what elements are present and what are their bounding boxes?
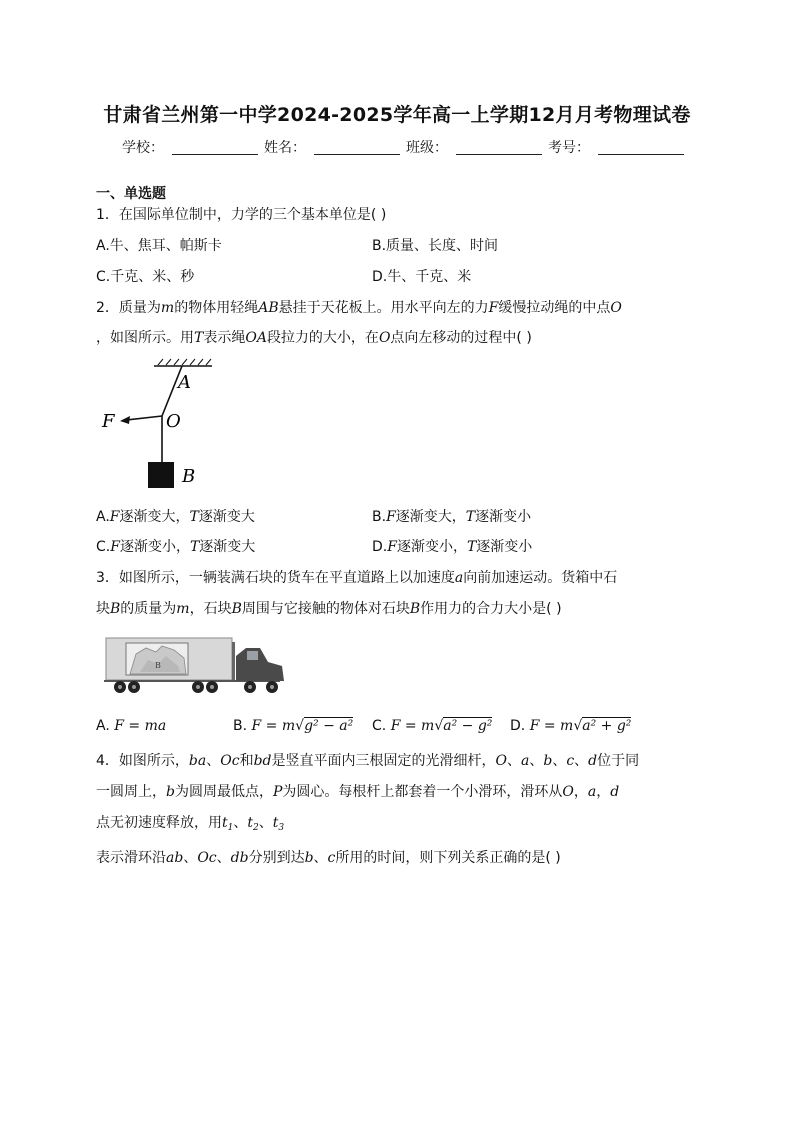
school-blank: [172, 140, 258, 155]
var-p: P: [272, 784, 283, 800]
subscript: 1: [227, 823, 234, 833]
text: 4．如图所示，: [96, 753, 189, 769]
q1-option-b: B.质量、长度、时间: [372, 238, 499, 254]
sqrt-icon: √: [573, 718, 583, 734]
text: 、: [206, 753, 221, 769]
var-b: B: [409, 601, 421, 617]
var-o: O: [562, 784, 574, 800]
sqrt-icon: √: [434, 718, 444, 734]
var-f: F: [386, 509, 396, 525]
school-label: 学校：: [122, 140, 164, 156]
text: 表示滑环沿: [96, 850, 166, 866]
q1-option-d: D.牛、千克、米: [372, 269, 472, 285]
var-ba: ba: [188, 753, 207, 769]
radicand: a² + g²: [582, 718, 632, 734]
var-b: b: [304, 850, 314, 866]
var-ab: AB: [258, 300, 279, 316]
text: 3．如图所示，一辆装满石块的货车在平直道路上以加速度: [96, 570, 455, 586]
truck-cab: [236, 648, 284, 681]
var-d: d: [610, 784, 620, 800]
text: 位于同: [597, 753, 640, 769]
var-t: T: [465, 509, 476, 525]
text: 、: [216, 850, 231, 866]
text: 、: [506, 753, 521, 769]
q2-option-c: [96, 538, 255, 556]
text: 逐渐变小: [475, 509, 532, 525]
text: 分别到达: [248, 850, 305, 866]
q4-stem-line3: [96, 814, 284, 837]
section-heading: 一、单选题: [96, 186, 166, 202]
block-b: [148, 462, 174, 488]
var-t: t: [222, 815, 228, 831]
var-m: m: [160, 300, 175, 316]
q2-option-d: [372, 538, 532, 556]
var-a: a: [587, 784, 597, 800]
text: 缓慢拉动绳的中点: [498, 300, 611, 316]
text: 、: [183, 850, 198, 866]
q3-option-a: [96, 717, 166, 735]
q2-rope-figure: [96, 358, 236, 498]
var-d: d: [588, 753, 598, 769]
student-info-line: [122, 137, 690, 157]
text: 逐渐变小，: [396, 539, 467, 555]
exam-title: 甘肃省兰州第一中学2024-2025学年高一上学期12月月考物理试卷: [103, 104, 691, 126]
text: 逐渐变小: [476, 539, 533, 555]
subscript: 3: [278, 823, 285, 833]
var-f: F: [110, 539, 120, 555]
label-a: A: [178, 372, 191, 393]
text: ，: [573, 784, 588, 800]
text: 、: [574, 753, 589, 769]
var-oc: Oc: [220, 753, 240, 769]
var-t: t: [247, 815, 254, 831]
text: 向前加速运动。货箱中石: [463, 570, 618, 586]
var-a: a: [520, 753, 530, 769]
var-t: T: [189, 509, 199, 525]
q3-option-d: [510, 717, 631, 735]
q1-option-c: C.千克、米、秒: [96, 269, 195, 285]
var-t: t: [272, 815, 279, 831]
force-f-arrow: [126, 416, 162, 420]
var-f: F: [387, 539, 397, 555]
var-t: T: [189, 539, 200, 555]
text: 逐渐变小，: [119, 539, 190, 555]
text: 的物体用轻绳: [174, 300, 259, 316]
var-oa: OA: [245, 330, 267, 346]
text: D.: [510, 718, 530, 734]
number-blank: [598, 140, 684, 155]
exhaust-stack: [232, 642, 235, 680]
var-o: O: [495, 753, 507, 769]
radicand: g² − a²: [304, 718, 354, 734]
class-blank: [456, 140, 542, 155]
text: 悬挂于天花板上。用水平向左的力: [278, 300, 489, 316]
text: C.: [372, 718, 391, 734]
text: C.: [96, 539, 111, 555]
var-ab: ab: [166, 850, 184, 866]
text: 2．质量为: [96, 300, 161, 316]
number-label: 考号：: [548, 140, 590, 156]
ceiling-hatch: [158, 359, 211, 365]
q3-truck-figure: [100, 634, 286, 700]
q4-stem-line2: [96, 783, 619, 801]
formula: F = ma: [114, 718, 167, 734]
q2-stem-line1: [96, 299, 622, 317]
q4-stem-line4: [96, 849, 561, 867]
var-c: c: [327, 850, 336, 866]
q2-option-b: [372, 508, 531, 526]
q2-stem-line2: [96, 329, 532, 347]
text: ，: [596, 784, 611, 800]
var-o: O: [610, 300, 622, 316]
formula: F = m: [390, 718, 435, 734]
text: 逐渐变大，: [395, 509, 466, 525]
class-label: 班级：: [406, 140, 448, 156]
text: 和: [239, 753, 254, 769]
text: B.: [233, 718, 252, 734]
q4-stem-line1: [96, 752, 639, 770]
text: 点向左移动的过程中( ): [390, 330, 532, 346]
name-label: 姓名：: [264, 140, 306, 156]
text: 点无初速度释放，用: [96, 815, 222, 831]
var-o: O: [378, 330, 391, 346]
q3-option-b: [233, 717, 353, 735]
q1-option-a: A.牛、焦耳、帕斯卡: [96, 238, 222, 254]
text: 作用力的合力大小是( ): [420, 601, 562, 617]
var-b: b: [166, 784, 175, 800]
var-db: db: [230, 850, 249, 866]
text: 、: [529, 753, 544, 769]
q3-stem-line2: [96, 600, 562, 618]
text: B.: [372, 509, 387, 525]
text: 、: [233, 815, 248, 831]
text: 的质量为: [120, 601, 177, 617]
text: A.: [96, 718, 115, 734]
text: 段拉力的大小，在: [266, 330, 379, 346]
text: 所用的时间，则下列关系正确的是( ): [335, 850, 561, 866]
var-c: c: [566, 753, 575, 769]
var-t: T: [194, 330, 204, 346]
stone-b-label: B: [155, 661, 161, 670]
var-b: B: [110, 601, 121, 617]
text: 逐渐变大，: [119, 509, 190, 525]
formula: F = m: [529, 718, 574, 734]
var-oc: Oc: [197, 850, 217, 866]
var-b: B: [231, 601, 242, 617]
q2-option-a: [96, 508, 255, 526]
text: 是竖直平面内三根固定的光滑细杆，: [271, 753, 496, 769]
label-b: B: [182, 466, 196, 487]
q3-option-c: [372, 717, 492, 735]
sqrt-icon: √: [295, 718, 305, 734]
text: A.: [96, 509, 110, 525]
text: 、: [258, 815, 273, 831]
text: 周围与它接触的物体对石块: [241, 601, 410, 617]
text: 表示绳: [203, 330, 246, 346]
arrow-head-icon: [120, 416, 130, 424]
text: 逐渐变大: [199, 539, 256, 555]
text: 为圆周最低点，: [174, 784, 273, 800]
var-f: F: [109, 509, 120, 525]
cab-window: [247, 651, 258, 660]
subscript: 2: [253, 823, 259, 833]
radicand: a² − g²: [443, 718, 493, 734]
text: 一圆周上，: [96, 784, 166, 800]
text: D.: [372, 539, 388, 555]
var-m: m: [176, 601, 190, 617]
label-f: F: [102, 411, 115, 432]
q3-stem-line1: [96, 569, 617, 587]
var-a: a: [454, 570, 464, 586]
name-blank: [314, 140, 400, 155]
text: ，如图所示。用: [96, 330, 194, 346]
var-t: T: [466, 539, 477, 555]
text: 块: [96, 601, 110, 617]
label-o: O: [166, 411, 181, 432]
var-f: F: [488, 300, 499, 316]
text: 为圆心。每根杆上都套着一个小滑环，滑环从: [282, 784, 563, 800]
q1-stem: 1．在国际单位制中，力学的三个基本单位是( ): [96, 207, 387, 223]
text: 逐渐变大: [198, 509, 255, 525]
var-b: b: [543, 753, 553, 769]
var-bd: bd: [253, 753, 272, 769]
formula: F = m: [251, 718, 296, 734]
text: 、: [313, 850, 328, 866]
text: ，石块: [189, 601, 232, 617]
text: 、: [552, 753, 567, 769]
